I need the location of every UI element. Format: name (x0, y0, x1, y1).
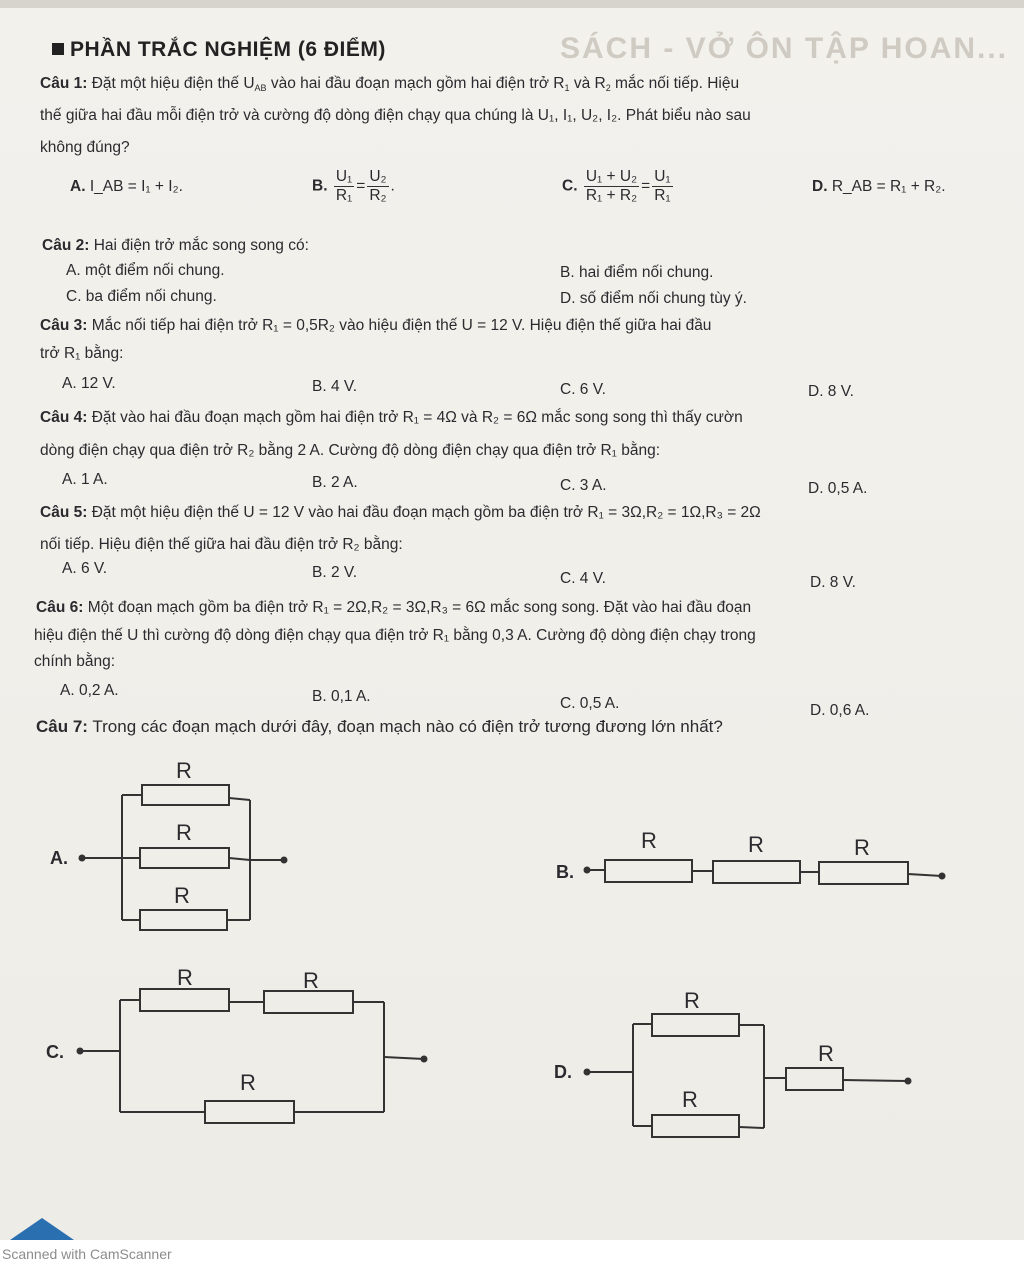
q1-option-b: B. $\frac{\text{U₁}}{\text{R₁}}$ = $\frac{\text{U₂}}{\text{R₂}}$ . (312, 168, 395, 204)
q6-option-d: D. 0,6 A. (810, 702, 870, 719)
q4-line2: dòng điện chạy qua điện trở R₂ bằng 2 A. Cường độ dòng điện chạy qua điện trở R₁ bằng: (40, 442, 660, 459)
resistor-d2 (652, 1115, 739, 1137)
q6-line1: Câu 6: Một đoạn mạch gồm ba điện trở R₁ = 2Ω,R₂ = 3Ω,R₃ = 6Ω mắc song song. Đặt vào hai đầu đoạn (36, 599, 752, 616)
q4-option-b: B. 2 A. (312, 474, 358, 491)
q3-option-c: C. 6 V. (560, 381, 606, 398)
resistor-c2 (264, 991, 353, 1013)
q2-option-c: C. ba điểm nối chung. (66, 288, 217, 305)
section-heading: PHẦN TRẮC NGHIỆM (6 ĐIỂM) (52, 38, 386, 62)
resistor-c3 (205, 1101, 294, 1123)
q2-option-d: D. số điểm nối chung tùy ý. (560, 290, 747, 307)
resistor-b3 (819, 862, 908, 884)
circuit-a (80, 785, 287, 930)
label-r-c1: R (177, 965, 193, 990)
q6-option-c: C. 0,5 A. (560, 695, 620, 712)
label-r-b2: R (748, 832, 764, 857)
q3-option-b: B. 4 V. (312, 378, 358, 395)
q5-option-b: B. 2 V. (312, 564, 358, 581)
circuit-c-label: C. (46, 1042, 64, 1062)
resistor-d1 (652, 1014, 739, 1036)
circuit-b (585, 860, 945, 884)
q3-option-d: D. 8 V. (808, 383, 854, 400)
q5-option-c: C. 4 V. (560, 570, 606, 587)
circuit-b-label: B. (556, 862, 574, 882)
q6-option-a: A. 0,2 A. (60, 682, 119, 699)
resistor-b1 (605, 860, 692, 882)
q1-line1: Câu 1: Đặt một hiệu điện thế $U_{AB}$ vào hai đầu đoạn mạch gồm hai điện trở $R_1$ và $R_2$ mắc nối tiếp. Hiệu (40, 75, 740, 93)
q7-text: Câu 7: Trong các đoạn mạch dưới đây, đoạn mạch nào có điện trở tương đương lớn nhất? (36, 717, 723, 736)
scanner-footer-text: Scanned with CamScanner (2, 1246, 172, 1262)
q4-option-d: D. 0,5 A. (808, 480, 868, 497)
circuit-c (78, 989, 427, 1123)
label-r-d3: R (818, 1041, 834, 1066)
q2-text: Câu 2: Hai điện trở mắc song song có: (42, 237, 309, 254)
q3-line1: Câu 3: Mắc nối tiếp hai điện trở R₁ = 0,5R₂ vào hiệu điện thế U = 12 V. Hiệu điện thế giữa hai đầu (40, 317, 712, 334)
label-r-a1: R (176, 758, 192, 783)
q1-line3: không đúng? (40, 139, 130, 156)
q1-option-c: C. $\frac{\text{U₁ + U₂}}{\text{R₁ + R₂}}$ = $\frac{\text{U₁}}{\text{R₁}}$ (562, 168, 671, 204)
q2-option-b: B. hai điểm nối chung. (560, 264, 714, 281)
q4-line1: Câu 4: Đặt vào hai đầu đoạn mạch gồm hai điện trở R₁ = 4Ω và R₂ = 6Ω mắc song song thì thấy cườn (40, 409, 743, 426)
q3-option-a: A. 12 V. (62, 375, 116, 392)
q2-option-a: A. một điểm nối chung. (66, 262, 225, 279)
label-r-d2: R (682, 1087, 698, 1112)
scanner-footer (0, 1240, 1024, 1275)
label-r-b1: R (641, 828, 657, 853)
label-r-a2: R (176, 820, 192, 845)
resistor-b2 (713, 861, 800, 883)
q5-line2: nối tiếp. Hiệu điện thế giữa hai đầu điện trở R₂ bằng: (40, 536, 403, 553)
label-r-a3: R (174, 883, 190, 908)
q5-line1: Câu 5: Đặt một hiệu điện thế U = 12 V vào hai đầu đoạn mạch gồm ba điện trở R₁ = 3Ω,R₂ = 1Ω,R₃ = 2Ω (40, 504, 761, 521)
resistor-a2 (140, 848, 229, 868)
resistor-a1 (142, 785, 229, 805)
q1-option-a: A. I_AB = I₁ + I₂. (70, 178, 183, 195)
page-top-edge (0, 0, 1024, 8)
q3-line2: trở R₁ bằng: (40, 345, 124, 362)
watermark: SÁCH - VỞ ÔN TẬP HOAN... (560, 32, 1009, 65)
q6-line3: chính bằng: (34, 653, 116, 670)
resistor-c1 (140, 989, 229, 1011)
resistor-a3 (140, 910, 227, 930)
q5-option-a: A. 6 V. (62, 560, 108, 577)
circuit-d-label: D. (554, 1062, 572, 1082)
camscanner-logo-icon (10, 1218, 74, 1240)
circuit-a-label: A. (50, 848, 68, 868)
heading-bullet-icon (52, 43, 64, 55)
label-r-c3: R (240, 1070, 256, 1095)
q1-option-d: D. R_AB = R₁ + R₂. (812, 178, 946, 195)
circuit-d (585, 1014, 911, 1137)
q6-line2: hiệu điện thế U thì cường độ dòng điện chạy qua điện trở R₁ bằng 0,3 A. Cường độ dòng điện chạy trong (34, 627, 756, 644)
label-r-b3: R (854, 835, 870, 860)
q4-option-a: A. 1 A. (62, 471, 108, 488)
resistor-d3 (786, 1068, 843, 1090)
q1-line2: thế giữa hai đầu mỗi điện trở và cường độ dòng điện chạy qua chúng là U₁, I₁, U₂, I₂. Phát biểu nào sau (40, 107, 751, 124)
q5-option-d: D. 8 V. (810, 574, 856, 591)
label-r-c2: R (303, 968, 319, 993)
label-r-d1: R (684, 988, 700, 1013)
q6-option-b: B. 0,1 A. (312, 688, 371, 705)
q7-circuit-diagrams (0, 740, 1024, 1160)
q4-option-c: C. 3 A. (560, 477, 607, 494)
